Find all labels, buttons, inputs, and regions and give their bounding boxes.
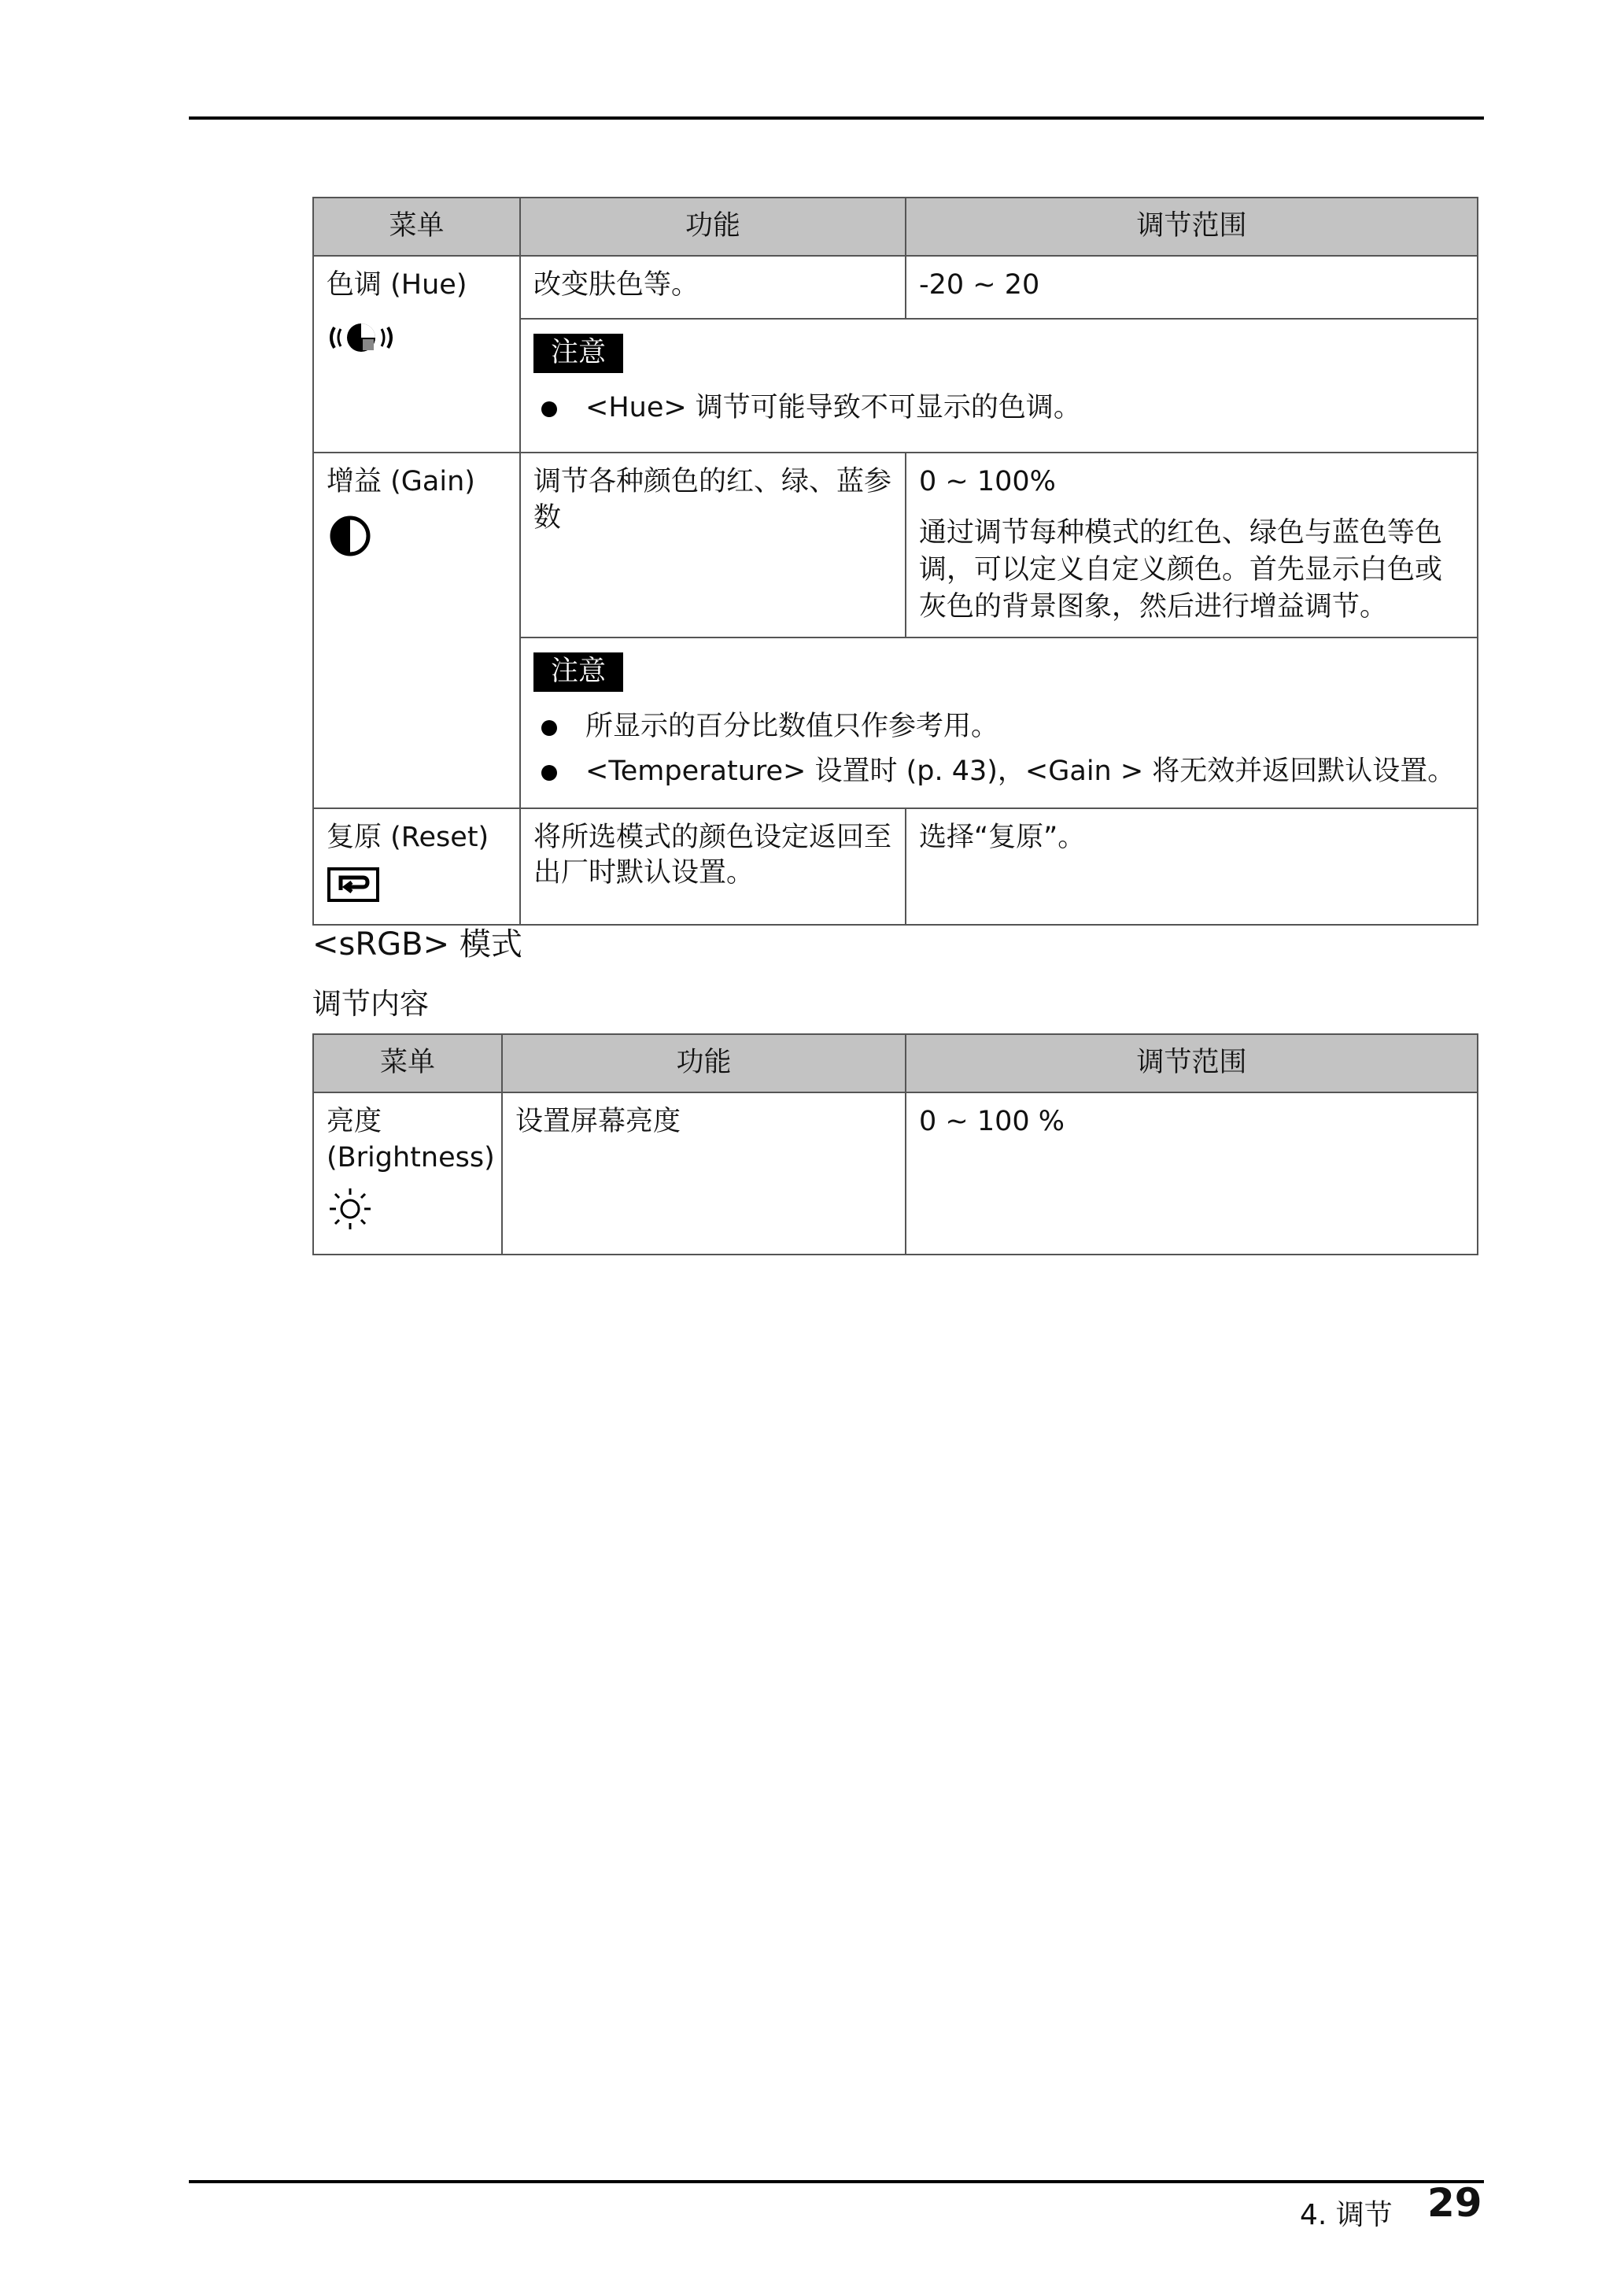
page-number: 29 bbox=[1427, 2180, 1482, 2226]
menu-cell-gain bbox=[313, 453, 520, 808]
footer-chapter: 4. 调节 bbox=[1300, 2199, 1393, 2231]
header-menu: 菜单 bbox=[313, 198, 520, 256]
table-row-reset bbox=[313, 808, 1478, 925]
header-rule bbox=[189, 116, 1484, 120]
notice-cell-hue bbox=[520, 319, 1478, 453]
note-item: <Hue> 调节可能导致不可显示的色调。 bbox=[533, 390, 1464, 427]
header-menu: 菜单 bbox=[313, 1034, 502, 1092]
function-cell-gain: 调节各种颜色的红、绿、蓝参数 bbox=[520, 453, 906, 638]
adjustment-table-1 bbox=[312, 197, 1478, 926]
header-function: 功能 bbox=[502, 1034, 906, 1092]
menu-cell-hue bbox=[313, 256, 520, 453]
note-item: <Temperature> 设置时 (p. 43)，<Gain > 将无效并返回默认设置。 bbox=[533, 754, 1464, 790]
section-title: <sRGB> 模式 bbox=[312, 926, 522, 963]
header-range: 调节范围 bbox=[906, 1034, 1478, 1092]
menu-cell-brightness bbox=[313, 1092, 502, 1255]
note-item: 所显示的百分比数值只作参考用。 bbox=[533, 709, 1464, 745]
range-cell-reset: 选择“复原”。 bbox=[906, 808, 1478, 925]
header-function: 功能 bbox=[520, 198, 906, 256]
hue-icon bbox=[327, 318, 507, 368]
table-row-hue bbox=[313, 256, 1478, 319]
function-cell-brightness: 设置屏幕亮度 bbox=[502, 1092, 906, 1255]
section-subtitle: 调节内容 bbox=[312, 987, 429, 1021]
range-cell-gain bbox=[906, 453, 1478, 638]
function-cell-reset: 将所选模式的颜色设定返回至出厂时默认设置。 bbox=[520, 808, 906, 925]
menu-name-reset: 复原 (Reset) bbox=[327, 821, 489, 853]
menu-cell-reset bbox=[313, 808, 520, 925]
menu-name-brightness: 亮度 (Brightness) bbox=[327, 1106, 495, 1173]
range-cell-brightness: 0 ~ 100 % bbox=[906, 1092, 1478, 1255]
notice-badge: 注意 bbox=[533, 334, 623, 373]
notice-cell-gain bbox=[520, 638, 1478, 808]
range-value-gain: 0 ~ 100% bbox=[919, 466, 1056, 497]
table-header-row bbox=[313, 1034, 1478, 1092]
adjustment-table-2 bbox=[312, 1033, 1478, 1255]
table-row-gain bbox=[313, 453, 1478, 638]
menu-name-gain: 增益 (Gain) bbox=[327, 466, 475, 497]
range-description-gain: 通过调节每种模式的红色、绿色与蓝色等色调，可以定义自定义颜色。首先显示白色或灰色的背景图象，然后进行增益调节。 bbox=[919, 516, 1443, 623]
function-cell-hue: 改变肤色等。 bbox=[520, 256, 906, 319]
notice-badge: 注意 bbox=[533, 652, 623, 692]
brightness-icon bbox=[327, 1185, 489, 1243]
range-cell-hue: -20 ~ 20 bbox=[906, 256, 1478, 319]
table-row-brightness bbox=[313, 1092, 1478, 1255]
reset-icon bbox=[327, 867, 507, 913]
header-range: 调节范围 bbox=[906, 198, 1478, 256]
table-header-row bbox=[313, 198, 1478, 256]
gain-icon bbox=[327, 515, 507, 567]
menu-name-hue: 色调 (Hue) bbox=[327, 269, 467, 301]
footer-rule bbox=[189, 2180, 1484, 2183]
